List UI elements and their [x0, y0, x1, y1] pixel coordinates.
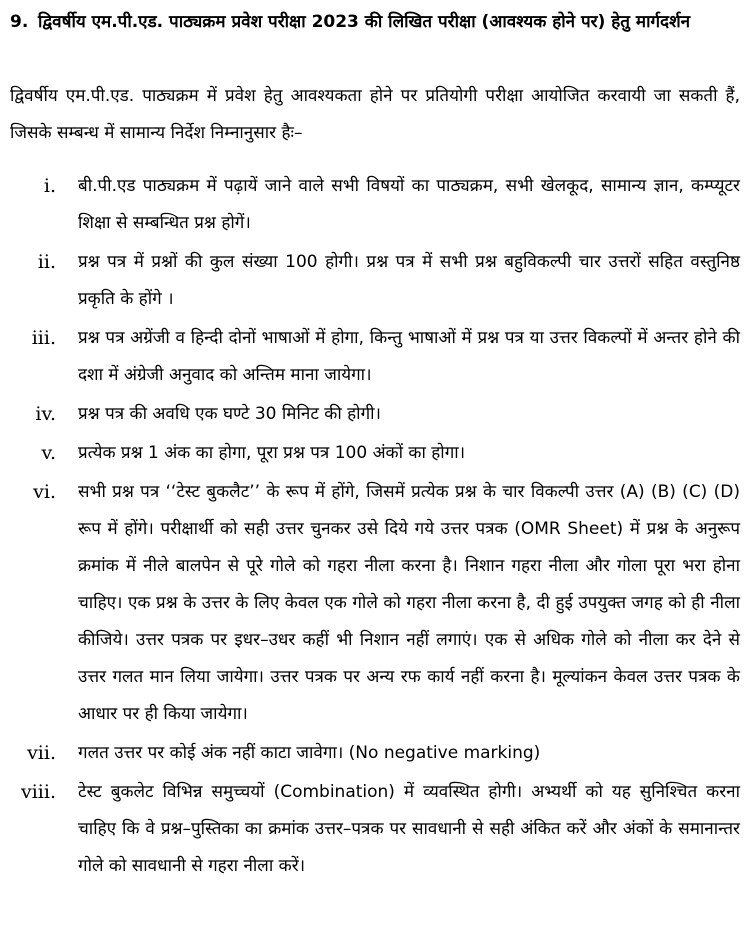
list-item — [0, 435, 752, 472]
list-item-text: टेस्ट बुकलेट विभिन्न समुच्चयों (Combination) में व्यवस्थित होगी। अभ्यर्थी को यह सुनिश्चित करना चाहिए कि वे प्रश्न–पुस्तिका का क्रमांक उत्तर–पत्रक पर सावधानी से सही अंकित करें और अंकों के समानान्तर गोले को सावधानी से गहरा नीला करें। — [78, 782, 740, 876]
list-marker: ii. — [37, 251, 56, 273]
list-item-text: प्रश्न पत्र में प्रश्नों की कुल संख्या 100 होगी। प्रश्न पत्र में सभी प्रश्न बहुविकल्पी चार उत्तरों सहित वस्तुनिष्ठ प्रकृति के होंगे । — [78, 252, 740, 309]
list-item — [0, 168, 752, 242]
list-marker: v. — [41, 442, 56, 464]
list-item — [0, 244, 752, 318]
list-item-text: प्रश्न पत्र अग्रेंजी व हिन्दी दोनों भाषाओं में होगा, किन्तु भाषाओं में प्रश्न पत्र या उत्तर विकल्पों में अन्तर होने की दशा में अंग्रेजी अनुवाद को अन्तिम माना जायेगा। — [78, 328, 740, 385]
instruction-list — [0, 168, 752, 885]
list-item — [0, 735, 752, 772]
list-item-text: प्रत्येक प्रश्न 1 अंक का होगा, पूरा प्रश्न पत्र 100 अंकों का होगा। — [78, 443, 466, 463]
list-marker: iii. — [31, 327, 56, 349]
list-marker: i. — [43, 175, 56, 197]
list-item — [0, 474, 752, 733]
list-marker: viii. — [20, 781, 56, 803]
list-item-text: प्रश्न पत्र की अवधि एक घण्टे 30 मिनिट की होगी। — [78, 404, 381, 424]
list-marker: vii. — [27, 742, 56, 764]
list-item-text: सभी प्रश्न पत्र ‘‘टेस्ट बुकलैट’’ के रूप में होंगे, जिसमें प्रत्येक प्रश्न के चार विकल्पी उत्तर (A) (B) (C) (D) रूप में होंगे। परीक्षार्थी को सही उत्तर चुनकर उसे दिये गये उत्तर पत्रक (OMR Sheet) में प्रश्न के अनुरूप क्रमांक में नीले बालपेन से पूरे गोले को गहरा नीला करना है। निशान गहरा नीला और गोला पूरा भरा होना चाहिए। एक प्रश्न के उत्तर के लिए केवल एक गोले को गहरा नीला करना है, दी हुई उपयुक्त जगह को ही नीला कीजिये। उत्तर पत्रक पर इधर–उधर कहीं भी निशान नहीं लगाएं। एक से अधिक गोले को नीला कर देने से उत्तर गलत मान लिया जायेगा। उत्तर पत्रक पर अन्य रफ कार्य नहीं करना है। मूल्यांकन केवल उत्तर पत्रक के आधार पर ही किया जायेगा। — [78, 482, 740, 724]
list-marker: vi. — [33, 481, 56, 503]
list-item — [0, 320, 752, 394]
section-heading — [10, 6, 742, 39]
list-item-text: गलत उत्तर पर कोई अंक नहीं काटा जावेगा। (No negative marking) — [78, 743, 541, 763]
section-number: 9. — [10, 12, 29, 32]
list-item — [0, 774, 752, 885]
list-item-text: बी.पी.एड पाठ्यक्रम में पढ़ायें जाने वाले सभी विषयों का पाठ्यक्रम, सभी खेलकूद, सामान्य ज्ञान, कम्प्यूटर शिक्षा से सम्बन्धित प्रश्न होगें। — [78, 176, 740, 233]
list-item — [0, 396, 752, 433]
list-marker: iv. — [35, 403, 56, 425]
intro-paragraph: द्विवर्षीय एम.पी.एड. पाठ्यक्रम में प्रवेश हेतु आवश्यकता होने पर प्रतियोगी परीक्षा आयोजित करवायी जा सकती हैं, जिसके सम्बन्ध में सामान्य निर्देश निम्नानुसार हैः– — [10, 86, 740, 143]
section-title: द्विवर्षीय एम.पी.एड. पाठ्यक्रम प्रवेश परीक्षा 2023 की लिखित परीक्षा (आवश्यक होने पर) हेतु मार्गदर्शन — [38, 12, 691, 32]
